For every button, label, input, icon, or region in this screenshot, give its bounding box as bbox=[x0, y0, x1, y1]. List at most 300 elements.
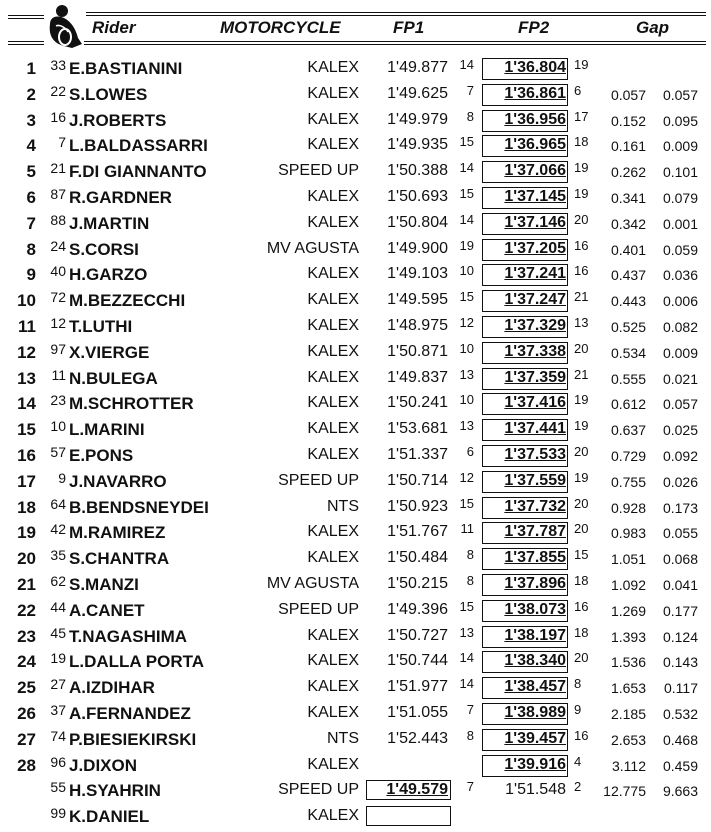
gap-to-first: 3.112 bbox=[612, 757, 646, 774]
gap-to-previous: 0.092 bbox=[662, 447, 698, 464]
rider-number: 21 bbox=[50, 160, 66, 177]
gap-to-first: 0.262 bbox=[610, 164, 646, 181]
fp2-time: 1'37.855 bbox=[504, 549, 566, 567]
rider-name: R.GARDNER bbox=[69, 187, 172, 207]
rider-name: T.LUTHI bbox=[69, 316, 133, 336]
fp2-time: 1'37.066 bbox=[504, 162, 566, 180]
fp2-time: 1'37.441 bbox=[504, 420, 566, 438]
rider-position: 9 bbox=[26, 265, 36, 285]
rider-position: 7 bbox=[26, 213, 36, 233]
header-fp2: FP2 bbox=[518, 18, 550, 37]
fp1-lap: 15 bbox=[459, 185, 474, 201]
fp2-time: 1'37.205 bbox=[504, 239, 566, 257]
fp2-lap: 8 bbox=[574, 676, 582, 692]
header-rule bbox=[8, 15, 44, 16]
gap-to-previous: 0.177 bbox=[662, 602, 698, 619]
motorcycle: KALEX bbox=[307, 626, 359, 644]
fp1-lap: 13 bbox=[459, 366, 474, 382]
rider-position: 15 bbox=[17, 420, 36, 440]
fp1-time: 1'49.595 bbox=[387, 291, 448, 309]
rider-position: 17 bbox=[17, 471, 36, 491]
table-row bbox=[0, 701, 711, 727]
rider-position: 4 bbox=[26, 136, 36, 156]
fp1-time: 1'51.337 bbox=[387, 445, 448, 463]
fp2-time: 1'37.146 bbox=[504, 213, 566, 231]
rider-position: 19 bbox=[17, 523, 36, 543]
rider-name: L.BALDASSARRI bbox=[69, 136, 208, 156]
fp1-time: 1'51.055 bbox=[387, 703, 448, 721]
gap-to-first: 2.185 bbox=[610, 705, 646, 722]
header-gap: Gap bbox=[636, 18, 670, 37]
motorcycle: NTS bbox=[327, 497, 359, 515]
gap-to-previous: 0.009 bbox=[662, 138, 698, 155]
fp2-time: 1'38.989 bbox=[504, 703, 566, 721]
fp1-lap: 15 bbox=[459, 495, 474, 511]
fp2-lap: 19 bbox=[574, 160, 589, 176]
rider-number: 24 bbox=[50, 237, 66, 254]
rider-name: L.MARINI bbox=[69, 420, 145, 440]
fp2-lap: 2 bbox=[574, 779, 582, 795]
fp2-time: 1'37.145 bbox=[504, 187, 566, 205]
gap-to-first: 0.525 bbox=[610, 318, 646, 335]
fp1-lap: 10 bbox=[459, 392, 474, 408]
table-row bbox=[0, 624, 711, 650]
fp1-lap: 19 bbox=[459, 237, 474, 253]
fp1-lap: 14 bbox=[459, 650, 474, 666]
fp2-time: 1'36.956 bbox=[504, 110, 566, 128]
rider-position: 21 bbox=[17, 574, 36, 594]
fp2-lap: 17 bbox=[574, 108, 589, 124]
table-row bbox=[0, 778, 711, 804]
rider-number: 42 bbox=[50, 521, 66, 538]
fp2-time: 1'37.359 bbox=[504, 368, 566, 386]
fp1-time: 1'50.241 bbox=[387, 394, 448, 412]
gap-to-previous: 0.143 bbox=[662, 654, 698, 671]
table-row bbox=[0, 417, 711, 443]
results-table bbox=[0, 56, 711, 830]
rider-position: 1 bbox=[26, 59, 36, 78]
rider-number: 19 bbox=[50, 650, 66, 667]
rider-name: N.BULEGA bbox=[69, 368, 158, 388]
rider-position: 12 bbox=[17, 342, 36, 362]
fp1-time: 1'50.871 bbox=[387, 342, 448, 360]
rider-name: S.LOWES bbox=[69, 84, 148, 104]
motorcycle: KALEX bbox=[307, 213, 359, 231]
fp1-lap: 12 bbox=[459, 314, 474, 330]
gap-to-previous: 0.095 bbox=[662, 112, 698, 129]
rider-name: S.CHANTRA bbox=[69, 549, 170, 569]
fp2-lap: 19 bbox=[574, 185, 589, 201]
gap-to-previous: 0.117 bbox=[664, 680, 698, 697]
fp1-lap: 15 bbox=[459, 598, 474, 614]
motorcycle: KALEX bbox=[307, 807, 359, 825]
motorcycle: SPEED UP bbox=[278, 162, 359, 180]
rider-position: 18 bbox=[17, 497, 36, 517]
gap-to-first: 0.152 bbox=[610, 112, 646, 129]
rider-number: 33 bbox=[50, 57, 66, 73]
rider-position: 11 bbox=[18, 316, 36, 336]
table-row bbox=[0, 727, 711, 753]
gap-to-first: 0.342 bbox=[610, 215, 646, 232]
gap-to-first: 2.653 bbox=[610, 731, 646, 748]
table-row bbox=[0, 391, 711, 417]
motorcycle: KALEX bbox=[307, 420, 359, 438]
fp2-time: 1'38.340 bbox=[504, 652, 566, 670]
table-row bbox=[0, 108, 711, 134]
motorcycle: KALEX bbox=[307, 678, 359, 696]
header-rule bbox=[84, 44, 706, 45]
gap-to-previous: 0.036 bbox=[662, 267, 698, 284]
fp1-lap: 7 bbox=[466, 701, 474, 717]
motorcycle: KALEX bbox=[307, 523, 359, 541]
rider-number: 97 bbox=[50, 340, 66, 357]
header-motorcycle: MOTORCYCLE bbox=[220, 18, 341, 37]
fp1-time: 1'50.693 bbox=[387, 187, 448, 205]
fp2-time: 1'51.548 bbox=[505, 781, 566, 799]
gap-to-previous: 0.101 bbox=[662, 164, 698, 181]
gap-to-previous: 0.057 bbox=[662, 396, 698, 413]
fp2-time: 1'37.559 bbox=[504, 471, 566, 489]
fp1-lap: 8 bbox=[466, 572, 474, 588]
motorcycle: KALEX bbox=[307, 703, 359, 721]
table-row bbox=[0, 314, 711, 340]
fp2-lap: 16 bbox=[574, 263, 589, 279]
gap-to-previous: 0.025 bbox=[662, 422, 698, 439]
gap-to-previous: 0.459 bbox=[662, 757, 698, 774]
gap-to-first: 0.983 bbox=[610, 525, 646, 542]
fp2-time: 1'37.533 bbox=[504, 445, 566, 463]
table-row bbox=[0, 159, 711, 185]
motorcycle: KALEX bbox=[307, 755, 359, 773]
rider-position: 16 bbox=[17, 445, 36, 465]
rider-number: 99 bbox=[50, 805, 66, 822]
fp1-lap: 14 bbox=[459, 211, 474, 227]
header-fp1: FP1 bbox=[393, 18, 425, 37]
motorcycle: MV AGUSTA bbox=[266, 239, 359, 257]
fp2-time: 1'37.732 bbox=[504, 497, 566, 515]
gap-to-first: 0.443 bbox=[610, 293, 646, 310]
rider-name: H.SYAHRIN bbox=[69, 781, 161, 801]
rider-position: 27 bbox=[17, 729, 36, 749]
fp2-time: 1'37.338 bbox=[504, 342, 566, 360]
rider-number: 96 bbox=[50, 753, 66, 770]
fp2-lap: 20 bbox=[574, 521, 589, 537]
gap-to-first: 0.161 bbox=[610, 138, 646, 155]
fp2-time: 1'38.197 bbox=[504, 626, 566, 644]
table-row bbox=[0, 495, 711, 521]
gap-to-previous: 0.026 bbox=[662, 473, 698, 490]
fp1-lap: 15 bbox=[459, 134, 474, 150]
motorcycle: SPEED UP bbox=[278, 471, 359, 489]
gap-to-first: 1.269 bbox=[610, 602, 646, 619]
rider-number: 57 bbox=[50, 443, 66, 460]
fp1-time: 1'50.923 bbox=[387, 497, 448, 515]
gap-to-first: 1.092 bbox=[610, 576, 646, 593]
fp2-lap: 20 bbox=[574, 211, 589, 227]
fp2-time: 1'36.965 bbox=[504, 136, 566, 154]
rider-position: 3 bbox=[26, 110, 36, 130]
rider-name: H.GARZO bbox=[69, 265, 148, 285]
motorcycle: KALEX bbox=[307, 110, 359, 128]
gap-to-first: 0.341 bbox=[610, 189, 646, 206]
table-row bbox=[0, 546, 711, 572]
gap-to-first: 0.057 bbox=[610, 86, 646, 103]
gap-to-previous: 0.068 bbox=[662, 551, 698, 568]
fp2-lap: 20 bbox=[574, 443, 589, 459]
table-row bbox=[0, 133, 711, 159]
fp1-lap: 8 bbox=[466, 108, 474, 124]
rider-number: 74 bbox=[50, 727, 66, 744]
gap-to-previous: 0.532 bbox=[662, 705, 698, 722]
rider-name: A.CANET bbox=[69, 600, 145, 620]
fp2-time: 1'37.787 bbox=[504, 523, 566, 541]
fp1-lap: 7 bbox=[466, 779, 474, 795]
rider-name: J.DIXON bbox=[69, 755, 138, 775]
fp1-lap: 12 bbox=[459, 469, 474, 485]
table-row bbox=[0, 237, 711, 263]
rider-number: 22 bbox=[50, 82, 66, 99]
motorcycle: KALEX bbox=[307, 342, 359, 360]
fp1-lap: 14 bbox=[459, 57, 474, 72]
rider-name: A.FERNANDEZ bbox=[69, 703, 191, 723]
rider-name: J.ROBERTS bbox=[69, 110, 167, 130]
rider-number: 12 bbox=[50, 314, 66, 331]
fp2-lap: 6 bbox=[574, 82, 582, 98]
rider-position: 10 bbox=[17, 291, 36, 311]
rider-name: J.NAVARRO bbox=[69, 471, 167, 491]
rider-position: 25 bbox=[17, 678, 36, 698]
fp1-time: 1'49.877 bbox=[387, 59, 448, 76]
fp2-time: 1'38.457 bbox=[504, 678, 566, 696]
rider-position: 6 bbox=[26, 187, 36, 207]
fp2-lap: 19 bbox=[574, 57, 589, 72]
gap-to-previous: 0.006 bbox=[662, 293, 698, 310]
gap-to-first: 12.775 bbox=[603, 783, 646, 800]
fp1-time: 1'49.837 bbox=[387, 368, 448, 386]
gap-to-first: 0.401 bbox=[610, 241, 646, 258]
rider-name: M.SCHROTTER bbox=[69, 394, 194, 414]
fp2-time: 1'36.861 bbox=[504, 84, 566, 102]
rider-number: 16 bbox=[50, 108, 66, 125]
fp1-time: 1'49.103 bbox=[387, 265, 448, 283]
rider-name: M.RAMIREZ bbox=[69, 523, 166, 543]
rider-number: 27 bbox=[50, 676, 66, 693]
rider-position: 13 bbox=[17, 368, 36, 388]
fp2-lap: 16 bbox=[574, 237, 589, 253]
rider-name: E.PONS bbox=[69, 445, 134, 465]
gap-to-previous: 0.057 bbox=[662, 86, 698, 103]
header-rule bbox=[86, 12, 706, 13]
fp1-best-box bbox=[366, 806, 451, 826]
motorcycle: KALEX bbox=[307, 84, 359, 102]
motorcycle: KALEX bbox=[307, 59, 359, 76]
gap-to-previous: 0.124 bbox=[662, 628, 698, 645]
header-rule bbox=[84, 41, 706, 42]
fp2-time: 1'37.896 bbox=[504, 574, 566, 592]
table-row bbox=[0, 753, 711, 779]
motorcycle: KALEX bbox=[307, 291, 359, 309]
table-row bbox=[0, 56, 711, 82]
fp2-time: 1'37.247 bbox=[504, 291, 566, 309]
rider-name: K.DANIEL bbox=[69, 807, 150, 827]
rider-number: 35 bbox=[50, 547, 66, 564]
fp1-time: 1'50.215 bbox=[387, 574, 448, 592]
fp1-time: 1'50.744 bbox=[387, 652, 448, 670]
table-row bbox=[0, 340, 711, 366]
fp2-lap: 4 bbox=[574, 753, 582, 769]
rider-number: 37 bbox=[50, 701, 66, 718]
table-row bbox=[0, 598, 711, 624]
fp2-time: 1'37.329 bbox=[504, 316, 566, 334]
fp1-time: 1'49.579 bbox=[386, 781, 448, 799]
rider-position: 26 bbox=[17, 703, 36, 723]
motorcycle: KALEX bbox=[307, 368, 359, 386]
fp2-time: 1'38.073 bbox=[504, 600, 566, 618]
rider-number: 64 bbox=[50, 495, 66, 512]
rider-position: 14 bbox=[17, 394, 36, 414]
gap-to-first: 1.653 bbox=[610, 680, 646, 697]
rider-name: F.DI GIANNANTO bbox=[69, 162, 207, 182]
gap-to-previous: 0.055 bbox=[662, 525, 698, 542]
motorcycle: NTS bbox=[327, 729, 359, 747]
motorcycle-rider-icon bbox=[42, 4, 88, 50]
rider-number: 72 bbox=[50, 289, 66, 306]
gap-to-previous: 9.663 bbox=[662, 783, 698, 800]
gap-to-previous: 0.059 bbox=[662, 241, 698, 258]
rider-name: X.VIERGE bbox=[69, 342, 150, 362]
rider-number: 10 bbox=[50, 418, 66, 435]
fp1-lap: 6 bbox=[466, 443, 474, 459]
fp1-lap: 13 bbox=[459, 418, 474, 434]
fp2-lap: 20 bbox=[574, 495, 589, 511]
rider-name: A.IZDIHAR bbox=[69, 678, 155, 698]
fp2-lap: 16 bbox=[574, 727, 589, 743]
fp2-time: 1'39.916 bbox=[504, 755, 566, 773]
fp1-lap: 14 bbox=[459, 160, 474, 176]
fp1-time: 1'53.681 bbox=[387, 420, 448, 438]
gap-to-first: 0.729 bbox=[610, 447, 646, 464]
fp1-lap: 8 bbox=[466, 727, 474, 743]
motorcycle: KALEX bbox=[307, 136, 359, 154]
motorcycle: SPEED UP bbox=[278, 600, 359, 618]
fp1-time: 1'49.979 bbox=[387, 110, 448, 128]
gap-to-previous: 0.009 bbox=[662, 344, 698, 361]
header-rule bbox=[8, 41, 44, 42]
table-row bbox=[0, 469, 711, 495]
fp2-lap: 15 bbox=[574, 547, 589, 563]
table-row bbox=[0, 649, 711, 675]
fp1-lap: 14 bbox=[459, 676, 474, 692]
motorcycle: KALEX bbox=[307, 187, 359, 205]
fp1-lap: 8 bbox=[466, 547, 474, 563]
fp2-lap: 21 bbox=[574, 289, 589, 305]
motorcycle: KALEX bbox=[307, 652, 359, 670]
table-row bbox=[0, 804, 711, 830]
rider-name: L.DALLA PORTA bbox=[69, 652, 205, 672]
table-row bbox=[0, 675, 711, 701]
motorcycle: KALEX bbox=[307, 265, 359, 283]
fp1-lap: 13 bbox=[459, 624, 474, 640]
fp1-time: 1'52.443 bbox=[387, 729, 448, 747]
gap-to-previous: 0.082 bbox=[662, 318, 698, 335]
rider-name: E.BASTIANINI bbox=[69, 59, 183, 78]
fp2-time: 1'39.457 bbox=[504, 729, 566, 747]
header-rule bbox=[86, 15, 706, 16]
fp1-time: 1'49.396 bbox=[387, 600, 448, 618]
gap-to-first: 1.051 bbox=[610, 551, 646, 568]
table-row bbox=[0, 185, 711, 211]
gap-to-first: 1.393 bbox=[610, 628, 646, 645]
rider-number: 9 bbox=[58, 469, 66, 486]
rider-position: 24 bbox=[17, 652, 36, 672]
rider-number: 23 bbox=[50, 392, 66, 409]
fp2-lap: 18 bbox=[574, 572, 589, 588]
rider-number: 62 bbox=[50, 572, 66, 589]
fp1-time: 1'48.975 bbox=[387, 316, 448, 334]
fp2-lap: 19 bbox=[574, 392, 589, 408]
table-row bbox=[0, 82, 711, 108]
rider-number: 55 bbox=[50, 779, 66, 796]
motorcycle: KALEX bbox=[307, 549, 359, 567]
fp1-lap: 10 bbox=[459, 340, 474, 356]
gap-to-first: 0.534 bbox=[610, 344, 646, 361]
rider-position: 2 bbox=[26, 84, 36, 104]
fp1-time: 1'49.935 bbox=[387, 136, 448, 154]
rider-name: B.BENDSNEYDEI bbox=[69, 497, 209, 517]
gap-to-first: 0.555 bbox=[610, 370, 646, 387]
fp1-time: 1'50.727 bbox=[387, 626, 448, 644]
rider-name: J.MARTIN bbox=[69, 213, 150, 233]
fp1-time: 1'49.900 bbox=[387, 239, 448, 257]
fp1-time: 1'50.714 bbox=[387, 471, 448, 489]
motorcycle: KALEX bbox=[307, 394, 359, 412]
header-rider: Rider bbox=[92, 18, 136, 37]
fp1-time: 1'50.388 bbox=[387, 162, 448, 180]
gap-to-previous: 0.079 bbox=[662, 189, 698, 206]
gap-to-first: 0.637 bbox=[610, 422, 646, 439]
motorcycle: KALEX bbox=[307, 316, 359, 334]
fp2-lap: 13 bbox=[574, 314, 589, 330]
fp1-lap: 11 bbox=[460, 521, 474, 537]
rider-position: 8 bbox=[26, 239, 36, 259]
header-rule bbox=[8, 44, 44, 45]
fp1-time: 1'51.977 bbox=[387, 678, 448, 696]
gap-to-first: 0.928 bbox=[610, 499, 646, 516]
gap-to-first: 0.437 bbox=[610, 267, 646, 284]
gap-to-previous: 0.001 bbox=[662, 215, 698, 232]
motorcycle: SPEED UP bbox=[278, 781, 359, 799]
fp1-time: 1'49.625 bbox=[387, 84, 448, 102]
rider-name: M.BEZZECCHI bbox=[69, 291, 186, 311]
table-row bbox=[0, 520, 711, 546]
rider-number: 11 bbox=[51, 366, 66, 383]
motorcycle: KALEX bbox=[307, 445, 359, 463]
gap-to-previous: 0.173 bbox=[662, 499, 698, 516]
rider-name: S.MANZI bbox=[69, 574, 139, 594]
fp2-time: 1'36.804 bbox=[504, 59, 566, 76]
fp2-lap: 18 bbox=[574, 624, 589, 640]
rider-name: P.BIESIEKIRSKI bbox=[69, 729, 197, 749]
fp2-lap: 20 bbox=[574, 340, 589, 356]
rider-name: S.CORSI bbox=[69, 239, 139, 259]
table-header bbox=[0, 0, 711, 52]
fp2-lap: 21 bbox=[574, 366, 589, 382]
gap-to-first: 0.612 bbox=[610, 396, 646, 413]
header-rule bbox=[8, 18, 44, 19]
rider-position: 20 bbox=[17, 549, 36, 569]
rider-number: 44 bbox=[50, 598, 66, 615]
gap-to-previous: 0.021 bbox=[662, 370, 698, 387]
